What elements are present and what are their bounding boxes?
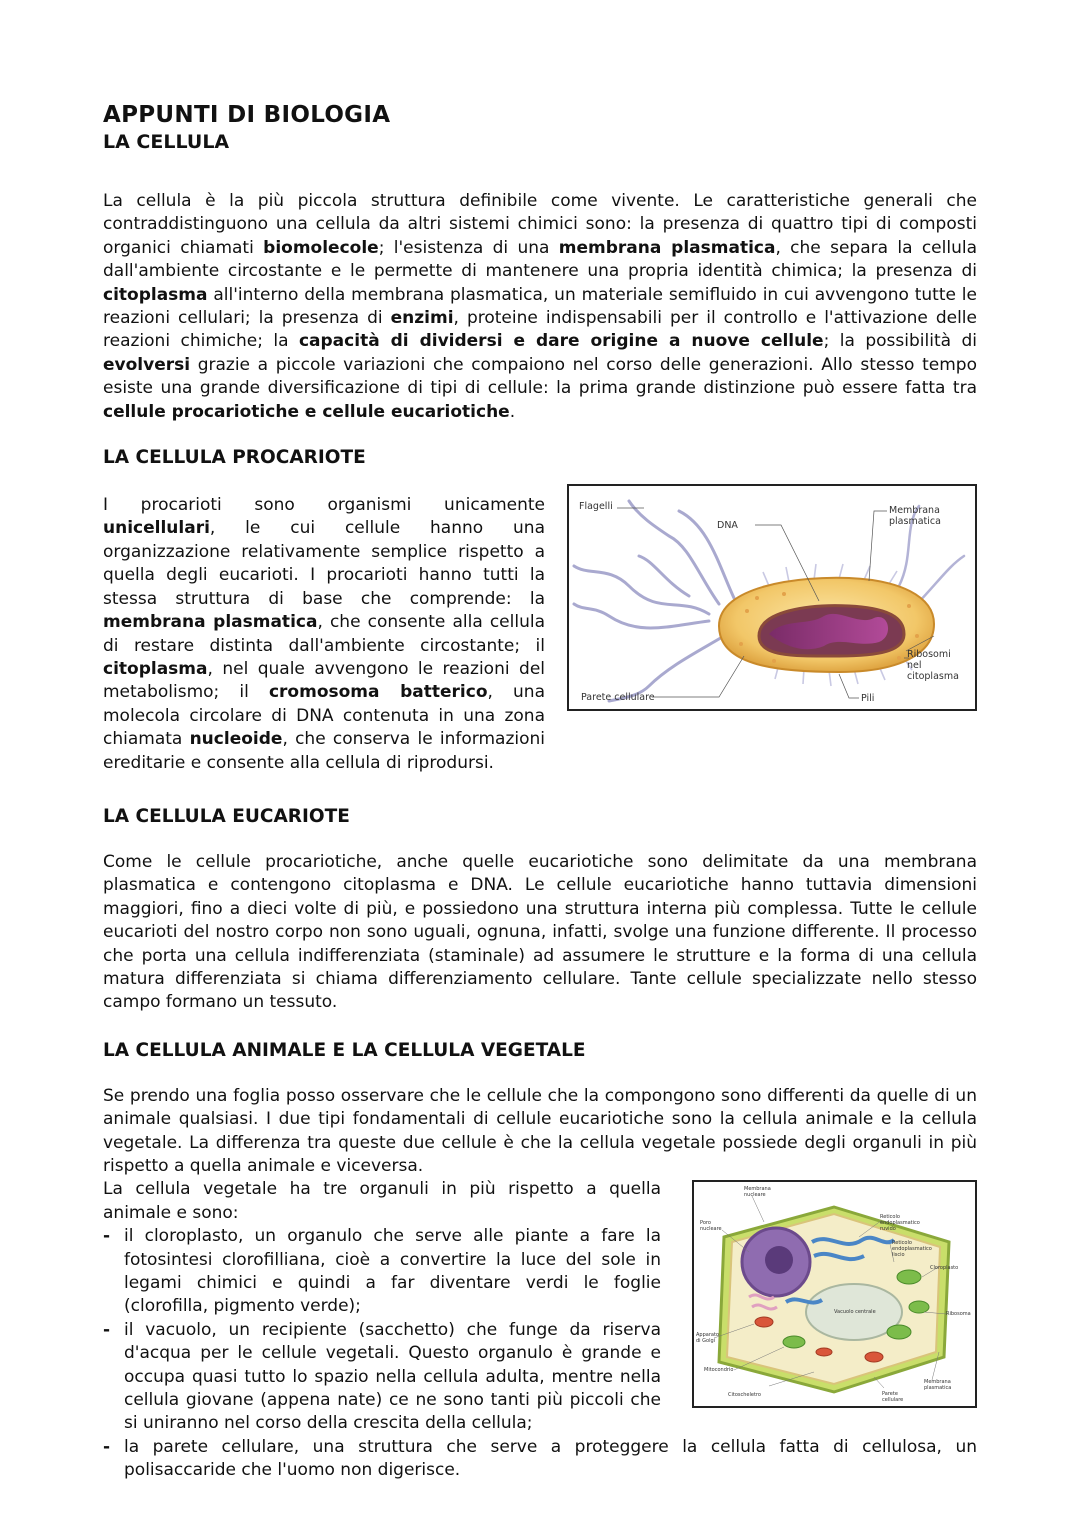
heading-procariote: LA CELLULA PROCARIOTE bbox=[103, 447, 366, 469]
text-run: ; l'esistenza di una bbox=[378, 237, 559, 258]
bold-term: capacità di dividersi e dare origine a nuove cellule bbox=[298, 331, 824, 352]
label-mitocondrio: Mitocondrio bbox=[704, 1367, 734, 1374]
text-run: , che separa la cellula dall'ambiente circostante e le permette di mantenere una propria identità chimica; la presenza di bbox=[103, 237, 977, 282]
bold-term: enzimi bbox=[390, 308, 454, 329]
label-ribosomi: Ribosomi nel citoplasma bbox=[907, 649, 959, 683]
procariote-paragraph bbox=[103, 494, 545, 775]
text-run: , le cui cellule hanno una organizzazione relativamente semplice rispetto a quella degli eucarioti. I procarioti hanno tutti la stessa struttura di base che comprende: la bbox=[103, 518, 545, 609]
label-pili: Pili bbox=[861, 693, 875, 705]
intro-paragraph bbox=[103, 190, 977, 424]
label-membrana-nucleare: Membrana nucleare bbox=[744, 1186, 771, 1199]
page-title: APPUNTI DI BIOLOGIA bbox=[103, 102, 391, 128]
eucariote-paragraph: Come le cellule procariotiche, anche quelle eucariotiche sono delimitate da una membrana plasmatica e contengono citoplasma e DNA. Le cellule eucariotiche hanno tuttavia dimensioni maggiori, fino a dieci volte di più, e possiedono una struttura interna più complessa. Tutte le cellule eucarioti del nostro corpo non sono uguali, ognuna, infatti, svolge una funzione differente. Il processo che porta una cellula indifferenziata (staminale) ad assumere le strutture e la forma di una cellula matura differenziata si chiama differenziamento cellulare. Tante cellule specializzate nello stesso campo formano un tessuto. bbox=[103, 851, 977, 1013]
list-item-cloroplasto: - il cloroplasto, un organulo che serve alle piante a fare la fotosintesi clorofilliana, cioè a convertire la luce del sole in legami chimici e quindi a far diventare verdi le foglie (clorofilla, pigmento verde); bbox=[103, 1225, 661, 1319]
page-subtitle: LA CELLULA bbox=[103, 131, 230, 153]
label-reticolo-ruvido: Reticolo endoplasmatico ruvido bbox=[880, 1214, 920, 1233]
text-run: ; la possibilità di bbox=[823, 331, 977, 352]
label-reticolo-liscio: Reticolo endoplasmatico liscio bbox=[892, 1240, 932, 1259]
document-page bbox=[103, 100, 977, 1483]
heading-eucariote: LA CELLULA EUCARIOTE bbox=[103, 805, 350, 827]
plant-cell-illustration bbox=[694, 1182, 975, 1406]
bold-term: nucleoide bbox=[189, 729, 283, 750]
bold-term: citoplasma bbox=[103, 658, 208, 679]
prokaryote-figure bbox=[567, 484, 977, 711]
text-run: , proteine indispensabili per il controllo e l'attivazione delle reazioni chimiche; la bbox=[103, 308, 977, 352]
bold-term: biomolecole bbox=[263, 237, 379, 258]
procariote-section bbox=[103, 470, 977, 775]
label-poro: Poro nucleare bbox=[700, 1220, 722, 1233]
bold-term: membrana plasmatica bbox=[558, 237, 776, 258]
label-flagelli: Flagelli bbox=[579, 501, 613, 513]
label-vacuolo: Vacuolo centrale bbox=[834, 1309, 876, 1316]
bold-term: cellule procariotiche e cellule eucariotiche bbox=[103, 401, 510, 422]
text-run: La cellula è la più piccola struttura definibile come vivente. Le caratteristiche generali che contraddistinguono una cellula da altri sistemi chimici sono: la presenza di quattro tipi di composti organici chiamati bbox=[103, 191, 977, 258]
label-citoscheletro: Citoscheletro bbox=[728, 1392, 761, 1399]
text-run: , nel quale avvengono le reazioni del metabolismo; il bbox=[103, 658, 545, 703]
label-parete: Parete cellulare bbox=[882, 1391, 904, 1404]
label-membrana-plasmatica: Membrana plasmatica bbox=[924, 1379, 952, 1392]
bold-term: citoplasma bbox=[103, 284, 208, 305]
bold-term: cromosoma batterico bbox=[268, 682, 488, 703]
text-run: , che conserva le informazioni ereditarie e consente alla cellula di riprodursi. bbox=[103, 729, 545, 773]
text-run: all'interno della membrana plasmatica, un materiale semifluido in cui avvengono tutte le reazioni cellulari; la presenza di bbox=[103, 284, 977, 329]
animale-vegetale-paragraph: Se prendo una foglia posso osservare che le cellule che la compongono sono differenti da quelle di un animale qualsiasi. I due tipi fondamentali di cellule eucariotiche sono la cellula animale e la cellula vegetale. La differenza tra queste due cellule è che la cellula vegetale possiede degli organuli in più rispetto a quella animale e viceversa. bbox=[103, 1085, 977, 1176]
label-dna: DNA bbox=[717, 520, 738, 532]
text-run: , che consente alla cellula di restare distinta dall'ambiente circostante; il bbox=[103, 612, 545, 656]
list-item-parete: - la parete cellulare, una struttura che serve a proteggere la cellula fatta di cellulosa, un polisaccaride che l'uomo non digerisce. bbox=[103, 1436, 977, 1483]
bold-term: evolversi bbox=[103, 354, 191, 375]
plant-cell-text bbox=[103, 1178, 661, 1435]
text-run: I procarioti sono organismi unicamente bbox=[103, 495, 545, 516]
label-golgi: Apparato di Golgi bbox=[696, 1332, 719, 1345]
bold-term: membrana plasmatica bbox=[103, 612, 318, 633]
text-run: grazie a piccole variazioni che compaiono nel corso delle generazioni. Allo stesso tempo esiste una grande diversificazione di tipi di cellule: la prima grande distinzione può essere fatta tra bbox=[103, 354, 977, 399]
bold-term: unicellulari bbox=[103, 518, 210, 539]
label-membrana: Membrana plasmatica bbox=[889, 505, 941, 528]
text-run: . bbox=[509, 401, 516, 422]
organelle-list-continued bbox=[103, 1436, 977, 1483]
label-cloroplasto: Cloroplasto bbox=[930, 1265, 959, 1272]
list-item-vacuolo: - il vacuolo, un recipiente (sacchetto) che funge da riserva d'acqua per le cellule vegetali. Questo organulo è grande e occupa quasi tutto lo spazio nella cellula adulta, mentre nella cellula giovane (appena nate) ce ne sono tanti più piccoli che si uniranno nel corso della crescita della cellula; bbox=[103, 1319, 661, 1436]
list-intro: La cellula vegetale ha tre organuli in più rispetto a quella animale e sono: bbox=[103, 1179, 661, 1223]
heading-animale-vegetale: LA CELLULA ANIMALE E LA CELLULA VEGETALE bbox=[103, 1039, 586, 1061]
label-parete: Parete cellulare bbox=[581, 692, 655, 704]
text-run: , una molecola circolare di DNA contenuta in una zona chiamata bbox=[103, 682, 546, 750]
organelle-list bbox=[103, 1225, 661, 1436]
plant-cell-figure bbox=[692, 1180, 977, 1408]
plant-cell-section bbox=[103, 1178, 977, 1435]
label-ribosoma: Ribosoma bbox=[946, 1311, 971, 1318]
